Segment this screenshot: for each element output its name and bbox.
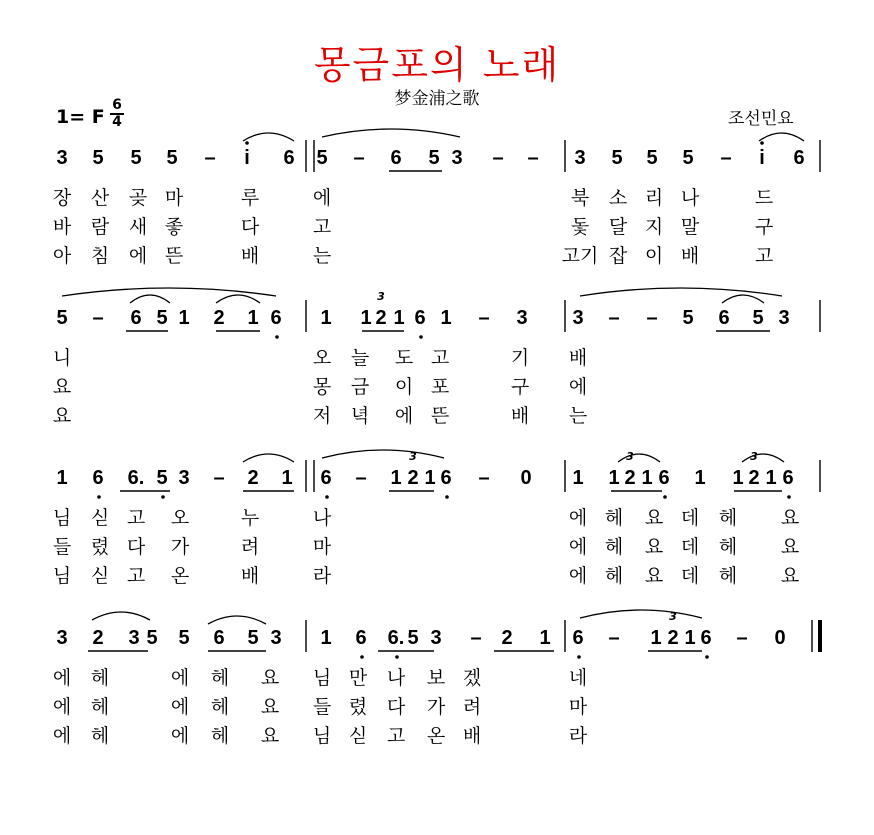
lyric-syllable: 이 — [644, 245, 664, 267]
lyric-syllable: 겠 — [462, 667, 482, 689]
lyric-syllable: 에 — [568, 507, 588, 529]
note: 1 — [281, 467, 293, 489]
octave-dot-low — [360, 655, 364, 659]
note: 5 — [428, 147, 440, 169]
lyric-syllable: 나 — [386, 667, 406, 689]
lyric-syllable: 요 — [780, 565, 800, 587]
slur-arc — [243, 133, 294, 141]
note: 3 — [574, 147, 586, 169]
lyric-syllable: 좋 — [164, 216, 184, 238]
lyric-syllable: 말 — [680, 216, 700, 238]
slur-arc — [722, 295, 764, 303]
note: 1 — [694, 467, 706, 489]
lyric-syllable: 잡 — [608, 245, 628, 267]
note: 6 — [130, 307, 142, 329]
note: 5 — [682, 147, 694, 169]
lyric-syllable: 헤 — [90, 667, 110, 689]
note: 6 — [92, 467, 104, 489]
note: 3 — [451, 147, 463, 169]
lyric-syllable: 헤 — [718, 565, 738, 587]
note: – — [478, 307, 490, 329]
time-top: 6 — [112, 97, 122, 113]
note: 2 — [247, 467, 259, 489]
lyric-syllable: 요 — [52, 376, 72, 398]
slur-arc — [208, 616, 266, 624]
lyric-syllable: 헤 — [90, 696, 110, 718]
lyric-syllable: 고 — [386, 725, 406, 747]
note: 5 — [130, 147, 142, 169]
lyric-syllable: 장 — [52, 187, 72, 209]
lyric-syllable: 헤 — [210, 696, 230, 718]
lyric-syllable: 지 — [644, 216, 664, 238]
lyric-syllable: 녁 — [350, 405, 370, 427]
lyric-syllable: 요 — [780, 507, 800, 529]
note: i — [244, 147, 250, 169]
note: 6 — [283, 147, 295, 169]
lyric-syllable: 싣 — [90, 565, 110, 587]
note: i — [759, 147, 765, 169]
note: 0 — [520, 467, 532, 489]
lyric-syllable: 님 — [312, 725, 332, 747]
lyric-syllable: 님 — [52, 507, 72, 529]
lyric-syllable: 에 — [568, 376, 588, 398]
lyric-syllable: 배 — [680, 245, 700, 267]
lyric-syllable: 에 — [568, 565, 588, 587]
lyric-syllable: 요 — [260, 696, 280, 718]
note: 5 — [646, 147, 658, 169]
note: 5 — [166, 147, 178, 169]
lyric-syllable: 데 — [680, 507, 700, 529]
note: 6 — [793, 147, 805, 169]
lyric-syllable: 라 — [312, 565, 332, 587]
slur-arc — [742, 454, 784, 462]
lyric-syllable: 데 — [680, 565, 700, 587]
lyric-syllable: 요 — [52, 405, 72, 427]
song-origin: 조선민요 — [728, 109, 794, 129]
lyric-syllable: 이 — [394, 376, 414, 398]
lyric-syllable: 다 — [240, 216, 260, 238]
slur-arc — [130, 295, 170, 303]
note: – — [720, 147, 732, 169]
lyric-syllable: 도 — [394, 347, 414, 369]
note: – — [736, 627, 748, 649]
note: 0 — [774, 627, 786, 649]
lyric-syllable: 고기 — [561, 245, 599, 267]
note: 2 — [213, 307, 225, 329]
lyric-syllable: 마 — [568, 696, 588, 718]
note: 6 — [270, 307, 282, 329]
lyric-syllable: 는 — [312, 245, 332, 267]
lyric-syllable: 늘 — [350, 347, 370, 369]
note: 2 — [407, 467, 419, 489]
lyric-syllable: 다 — [386, 696, 406, 718]
lyric-syllable: 에 — [394, 405, 414, 427]
octave-dot-low — [787, 495, 791, 499]
slur-arc — [216, 295, 260, 303]
note: 1 — [424, 467, 436, 489]
lyric-syllable: 배 — [568, 347, 588, 369]
key-signature: 1= F — [56, 106, 105, 128]
lyric-syllable: 리 — [644, 187, 664, 209]
octave-dot-low — [577, 655, 581, 659]
lyric-syllable: 새 — [128, 216, 148, 238]
lyric-syllable: 소 — [608, 187, 628, 209]
note: 6 — [782, 467, 794, 489]
octave-dot-high — [760, 141, 764, 145]
note: 1 — [393, 307, 405, 329]
lyric-syllable: 구 — [510, 376, 530, 398]
triplet-mark: 3 — [377, 290, 385, 303]
lyric-syllable: 마 — [312, 536, 332, 558]
note: 5 — [92, 147, 104, 169]
lyric-syllable: 저 — [312, 405, 332, 427]
note: 1 — [732, 467, 744, 489]
lyric-syllable: 헤 — [604, 507, 624, 529]
lyric-syllable: 싣 — [348, 725, 368, 747]
lyric-syllable: 나 — [312, 507, 332, 529]
slur-arc — [322, 450, 444, 458]
lyric-syllable: 에 — [52, 725, 72, 747]
note: 5 — [682, 307, 694, 329]
note: 5 — [178, 627, 190, 649]
lyric-syllable: 마 — [164, 187, 184, 209]
lyric-syllable: 고 — [754, 245, 774, 267]
lyric-syllable: 니 — [52, 347, 72, 369]
note: 1 — [539, 627, 551, 649]
lyric-syllable: 뜬 — [430, 405, 450, 427]
note: 3 — [56, 147, 68, 169]
note: 6. — [127, 467, 145, 489]
lyric-syllable: 온 — [170, 565, 190, 587]
lyric-syllable: 싣 — [90, 507, 110, 529]
note: 2 — [92, 627, 104, 649]
lyric-syllable: 네 — [568, 667, 588, 689]
lyric-syllable: 고 — [126, 507, 146, 529]
lyric-syllable: 려 — [462, 696, 482, 718]
lyric-syllable: 렸 — [348, 696, 368, 718]
note: 1 — [765, 467, 777, 489]
note: 5 — [611, 147, 623, 169]
note: 1 — [247, 307, 259, 329]
lyric-syllable: 에 — [170, 667, 190, 689]
lyric-syllable: 바 — [52, 216, 72, 238]
note: – — [213, 467, 225, 489]
octave-dot-low — [419, 335, 423, 339]
note: 1 — [650, 627, 662, 649]
lyric-syllable: 에 — [170, 696, 190, 718]
lyric-syllable: 요 — [644, 565, 664, 587]
lyric-syllable: 배 — [462, 725, 482, 747]
note: 5 — [156, 467, 168, 489]
triplet-mark: 3 — [626, 450, 634, 463]
lyric-syllable: 헤 — [604, 536, 624, 558]
note: 6 — [658, 467, 670, 489]
lyric-syllable: 에 — [170, 725, 190, 747]
note: 3 — [128, 627, 140, 649]
lyric-syllable: 헤 — [718, 507, 738, 529]
note: 1 — [684, 627, 696, 649]
note: 6 — [414, 307, 426, 329]
note: – — [478, 467, 490, 489]
lyric-syllable: 람 — [90, 216, 110, 238]
note: 3 — [56, 627, 68, 649]
lyric-syllable: 에 — [568, 536, 588, 558]
lyric-syllable: 산 — [90, 187, 110, 209]
lyric-syllable: 나 — [680, 187, 700, 209]
lyric-syllable: 헤 — [604, 565, 624, 587]
note: – — [608, 627, 620, 649]
note: 5 — [156, 307, 168, 329]
note: 2 — [501, 627, 513, 649]
note: 5 — [56, 307, 68, 329]
note: 6 — [390, 147, 402, 169]
triplet-mark: 3 — [669, 610, 677, 623]
note: – — [646, 307, 658, 329]
note: 6 — [572, 627, 584, 649]
lyric-syllable: 돛 — [570, 216, 590, 238]
slur-arc — [92, 612, 150, 620]
note: 3 — [270, 627, 282, 649]
note: 3 — [572, 307, 584, 329]
lyric-syllable: 배 — [510, 405, 530, 427]
lyric-syllable: 헤 — [210, 667, 230, 689]
note: 5 — [752, 307, 764, 329]
note: – — [92, 307, 104, 329]
lyric-syllable: 에 — [128, 245, 148, 267]
lyric-syllable: 렸 — [90, 536, 110, 558]
lyric-syllable: 들 — [52, 536, 72, 558]
lyric-syllable: 고 — [430, 347, 450, 369]
octave-dot-high — [245, 141, 249, 145]
lyric-syllable: 는 — [568, 405, 588, 427]
note: 3 — [778, 307, 790, 329]
note: 1 — [440, 307, 452, 329]
lyric-syllable: 배 — [240, 245, 260, 267]
octave-dot-low — [161, 495, 165, 499]
note: – — [470, 627, 482, 649]
lyric-syllable: 요 — [260, 667, 280, 689]
triplet-mark: 3 — [750, 450, 758, 463]
note: 2 — [667, 627, 679, 649]
lyric-syllable: 몽 — [312, 376, 332, 398]
note: 1 — [178, 307, 190, 329]
song-subtitle: 梦金浦之歌 — [394, 89, 480, 109]
lyric-syllable: 북 — [570, 187, 590, 209]
lyric-syllable: 뜬 — [164, 245, 184, 267]
lyric-syllable: 기 — [510, 347, 530, 369]
lyric-syllable: 헤 — [90, 725, 110, 747]
note: 1 — [360, 307, 372, 329]
note: – — [353, 147, 365, 169]
note: 6. — [387, 627, 405, 649]
note: 6 — [320, 467, 332, 489]
note: 1 — [56, 467, 68, 489]
lyric-syllable: 누 — [240, 507, 260, 529]
lyric-syllable: 에 — [52, 696, 72, 718]
note: 3 — [516, 307, 528, 329]
lyric-syllable: 침 — [90, 245, 110, 267]
lyric-syllable: 요 — [780, 536, 800, 558]
slur-arc — [580, 610, 702, 618]
note: 6 — [440, 467, 452, 489]
lyric-syllable: 가 — [426, 696, 446, 718]
lyric-syllable: 루 — [240, 187, 260, 209]
lyric-syllable: 헤 — [210, 725, 230, 747]
lyric-syllable: 달 — [608, 216, 628, 238]
lyric-syllable: 님 — [312, 667, 332, 689]
lyric-syllable: 요 — [260, 725, 280, 747]
lyric-syllable: 들 — [312, 696, 332, 718]
note: 1 — [572, 467, 584, 489]
lyric-syllable: 에 — [52, 667, 72, 689]
note: – — [608, 307, 620, 329]
note: 6 — [355, 627, 367, 649]
lyric-syllable: 배 — [240, 565, 260, 587]
note: 3 — [178, 467, 190, 489]
lyric-syllable: 아 — [52, 245, 72, 267]
note: 5 — [247, 627, 259, 649]
note: 6 — [718, 307, 730, 329]
slur-arc — [62, 288, 276, 296]
note: 5 — [316, 147, 328, 169]
lyric-syllable: 오 — [170, 507, 190, 529]
note: 3 — [430, 627, 442, 649]
lyric-syllable: 보 — [426, 667, 446, 689]
lyric-syllable: 드 — [754, 187, 774, 209]
note: – — [527, 147, 539, 169]
lyric-syllable: 고 — [312, 216, 332, 238]
note: 5 — [407, 627, 419, 649]
lyric-syllable: 구 — [754, 216, 774, 238]
lyric-syllable: 포 — [430, 376, 450, 398]
note: 1 — [390, 467, 402, 489]
note: 1 — [320, 627, 332, 649]
note: 2 — [375, 307, 387, 329]
octave-dot-low — [705, 655, 709, 659]
lyric-syllable: 만 — [348, 667, 368, 689]
note: 1 — [608, 467, 620, 489]
lyric-syllable: 오 — [312, 347, 332, 369]
lyric-syllable: 에 — [312, 187, 332, 209]
slur-arc — [580, 288, 782, 296]
note: 2 — [748, 467, 760, 489]
slur-arc — [759, 133, 804, 141]
lyric-syllable: 요 — [644, 507, 664, 529]
time-bottom: 4 — [110, 113, 124, 130]
note: – — [355, 467, 367, 489]
lyric-syllable: 려 — [240, 536, 260, 558]
note: 1 — [320, 307, 332, 329]
lyric-syllable: 다 — [126, 536, 146, 558]
octave-dot-low — [445, 495, 449, 499]
note: 6 — [700, 627, 712, 649]
lyric-syllable: 곶 — [128, 187, 148, 209]
note: 2 — [624, 467, 636, 489]
lyric-syllable: 온 — [426, 725, 446, 747]
triplet-mark: 3 — [409, 450, 417, 463]
octave-dot-low — [663, 495, 667, 499]
octave-dot-low — [275, 335, 279, 339]
slur-arc — [618, 454, 660, 462]
octave-dot-low — [395, 655, 399, 659]
octave-dot-low — [97, 495, 101, 499]
note: – — [204, 147, 216, 169]
lyric-syllable: 고 — [126, 565, 146, 587]
note: 5 — [146, 627, 158, 649]
slur-arc — [322, 129, 460, 137]
lyric-syllable: 금 — [350, 376, 370, 398]
octave-dot-low — [325, 495, 329, 499]
lyric-syllable: 데 — [680, 536, 700, 558]
song-title: 몽금포의 노래 — [313, 43, 561, 87]
note: 6 — [213, 627, 225, 649]
lyric-syllable: 요 — [644, 536, 664, 558]
lyric-syllable: 헤 — [718, 536, 738, 558]
note: – — [492, 147, 504, 169]
lyric-syllable: 라 — [568, 725, 588, 747]
lyric-syllable: 님 — [52, 565, 72, 587]
lyric-syllable: 가 — [170, 536, 190, 558]
note: 1 — [641, 467, 653, 489]
slur-arc — [243, 454, 294, 462]
